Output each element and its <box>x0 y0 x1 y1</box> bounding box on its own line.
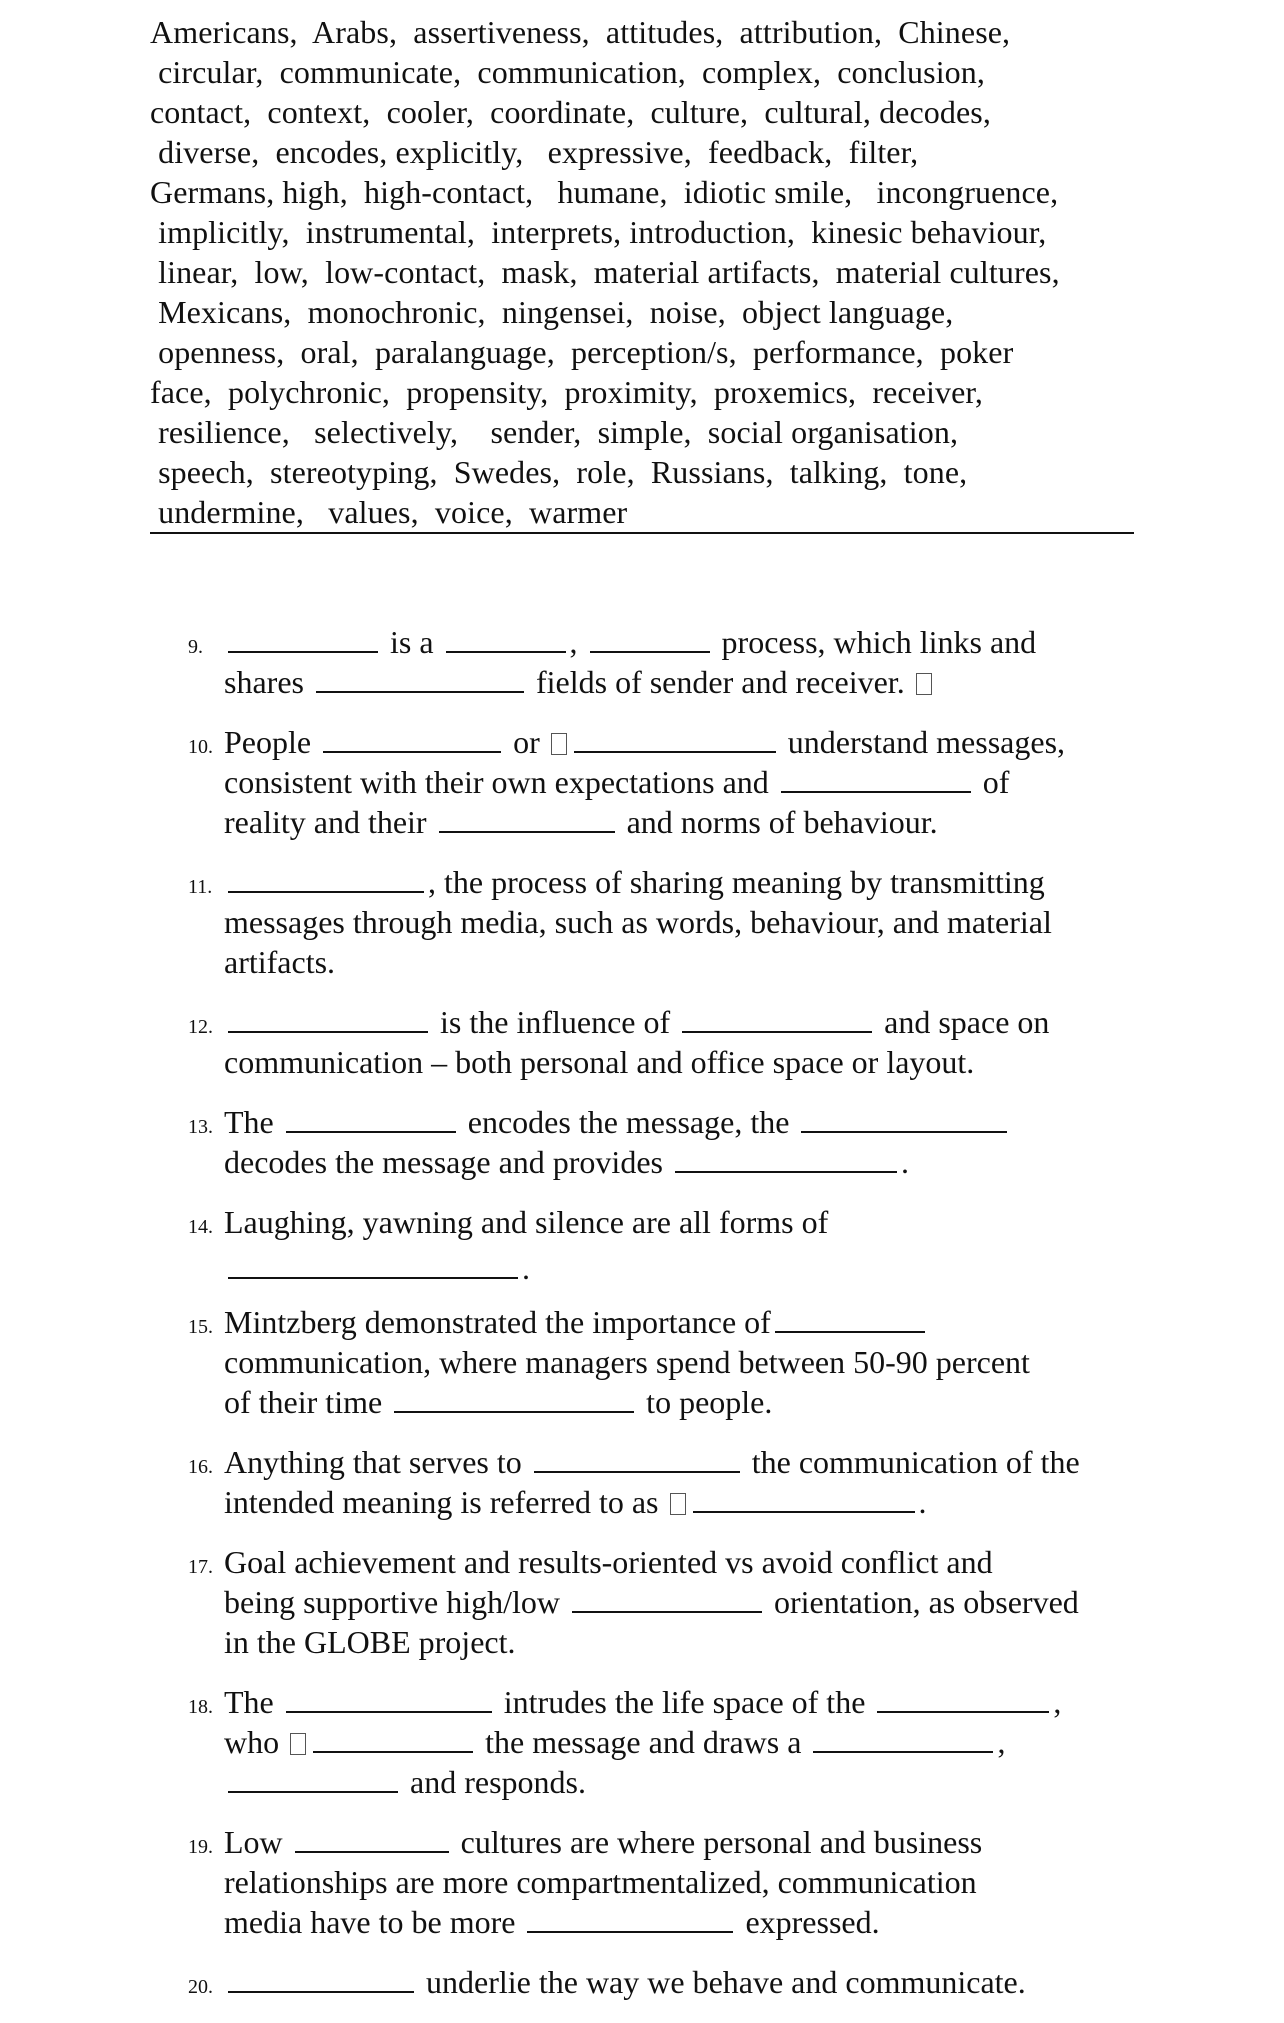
word-bank-line: undermine, values, voice, warmer <box>150 494 628 530</box>
question-text: Laughing, yawning and silence are all forms of <box>224 1204 829 1240</box>
answer-blank[interactable] <box>316 663 524 693</box>
question-text: reality and their <box>224 804 427 840</box>
answer-blank[interactable] <box>682 1003 872 1033</box>
question-text: underlie the way we behave and communicate. <box>426 1964 1026 2000</box>
question-text: , <box>1053 1684 1062 1720</box>
question-text: Low <box>224 1824 283 1860</box>
question-text: and norms of behaviour. <box>626 804 938 840</box>
word-bank-line: face, polychronic, propensity, proximity, proxemics, receiver, <box>150 374 983 410</box>
answer-blank[interactable] <box>394 1383 634 1413</box>
answer-blank[interactable] <box>228 1003 428 1033</box>
word-bank-line: diverse, encodes, explicitly, expressive, feedback, filter, <box>150 134 919 170</box>
question-text: decodes the message and provides <box>224 1144 663 1180</box>
answer-blank[interactable] <box>295 1823 449 1853</box>
checkbox-icon[interactable] <box>290 1733 306 1755</box>
question-12 <box>188 1002 1148 1082</box>
question-text: process, which links and <box>721 624 1037 660</box>
word-bank-line: linear, low, low-contact, mask, material artifacts, material cultures, <box>150 254 1060 290</box>
answer-blank[interactable] <box>323 723 501 753</box>
word-bank-line: resilience, selectively, sender, simple, social organisation, <box>150 414 959 450</box>
question-number: 20. <box>188 1976 213 1998</box>
answer-blank[interactable] <box>693 1483 915 1513</box>
question-number: 18. <box>188 1696 213 1718</box>
question-text: and space on <box>884 1004 1050 1040</box>
question-text: , the process of sharing meaning by transmitting <box>428 864 1045 900</box>
question-text: being supportive high/low <box>224 1584 560 1620</box>
question-text: artifacts. <box>224 944 336 980</box>
question-20 <box>188 1962 1148 2002</box>
question-text: Goal achievement and results-oriented vs avoid conflict and <box>224 1544 993 1580</box>
question-text: messages through media, such as words, behaviour, and material <box>224 904 1052 940</box>
answer-blank[interactable] <box>446 623 566 653</box>
word-bank-line: implicitly, instrumental, interprets, introduction, kinesic behaviour, <box>150 214 1047 250</box>
question-text: . <box>522 1250 530 1286</box>
answer-blank[interactable] <box>228 623 378 653</box>
question-text: intended meaning is referred to as <box>224 1484 659 1520</box>
answer-blank[interactable] <box>313 1723 473 1753</box>
question-text: is the influence of <box>440 1004 671 1040</box>
question-15 <box>188 1302 1148 1422</box>
word-bank-line: openness, oral, paralanguage, perception/s, performance, poker <box>150 334 1014 370</box>
question-text: who <box>224 1724 280 1760</box>
word-bank-line: speech, stereotyping, Swedes, role, Russians, talking, tone, <box>150 454 968 490</box>
answer-blank[interactable] <box>590 623 710 653</box>
question-10 <box>188 722 1148 842</box>
question-number: 19. <box>188 1836 213 1858</box>
question-text: or <box>513 724 540 760</box>
answer-blank[interactable] <box>286 1683 492 1713</box>
question-text: People <box>224 724 312 760</box>
question-text: The <box>224 1104 274 1140</box>
question-19 <box>188 1822 1148 1942</box>
question-text: the message and draws a <box>485 1724 802 1760</box>
question-text: is a <box>390 624 434 660</box>
question-number: 14. <box>188 1216 213 1238</box>
question-text: encodes the message, the <box>467 1104 790 1140</box>
answer-blank[interactable] <box>228 1963 414 1993</box>
question-number: 10. <box>188 736 213 758</box>
question-text: Anything that serves to <box>224 1444 522 1480</box>
question-number: 13. <box>188 1116 213 1138</box>
word-bank <box>150 12 1130 532</box>
question-text: expressed. <box>745 1904 880 1940</box>
answer-blank[interactable] <box>228 1763 398 1793</box>
question-text: media have to be more <box>224 1904 516 1940</box>
checkbox-icon[interactable] <box>916 673 932 695</box>
question-text: and responds. <box>410 1764 586 1800</box>
answer-blank[interactable] <box>228 1249 518 1279</box>
answer-blank[interactable] <box>527 1903 733 1933</box>
question-text: orientation, as observed <box>773 1584 1079 1620</box>
question-16 <box>188 1442 1148 1522</box>
question-text: of their time <box>224 1384 383 1420</box>
question-text: Mintzberg demonstrated the importance of <box>224 1304 771 1340</box>
question-text: cultures are where personal and business <box>460 1824 983 1860</box>
question-9 <box>188 622 1148 702</box>
answer-blank[interactable] <box>534 1443 740 1473</box>
checkbox-icon[interactable] <box>670 1493 686 1515</box>
answer-blank[interactable] <box>572 1583 762 1613</box>
question-text: shares <box>224 664 304 700</box>
question-text: to people. <box>646 1384 773 1420</box>
answer-blank[interactable] <box>286 1103 456 1133</box>
answer-blank[interactable] <box>801 1103 1007 1133</box>
answer-blank[interactable] <box>439 803 615 833</box>
question-text: relationships are more compartmentalized, communication <box>224 1864 977 1900</box>
question-text: . <box>900 1144 909 1180</box>
question-text: intrudes the life space of the <box>503 1684 866 1720</box>
word-bank-line: Germans, high, high-contact, humane, idiotic smile, incongruence, <box>150 174 1059 210</box>
answer-blank[interactable] <box>775 1303 925 1333</box>
word-bank-line: Mexicans, monochronic, ningensei, noise, object language, <box>150 294 954 330</box>
question-number: 12. <box>188 1016 213 1038</box>
question-18 <box>188 1682 1148 1802</box>
question-text: communication, where managers spend between 50-90 percent <box>224 1344 1030 1380</box>
question-17 <box>188 1542 1148 1662</box>
question-text: understand messages, <box>787 724 1066 760</box>
question-text: in the GLOBE project. <box>224 1624 516 1660</box>
answer-blank[interactable] <box>675 1143 897 1173</box>
question-number: 15. <box>188 1316 213 1338</box>
word-bank-line: contact, context, cooler, coordinate, culture, cultural, decodes, <box>150 94 991 130</box>
question-13 <box>188 1102 1148 1182</box>
question-number: 9. <box>188 636 203 658</box>
question-number: 17. <box>188 1556 213 1578</box>
word-bank-line: Americans, Arabs, assertiveness, attitudes, attribution, Chinese, <box>150 14 1011 50</box>
checkbox-icon[interactable] <box>551 733 567 755</box>
question-text: . <box>918 1484 927 1520</box>
question-text: of <box>982 764 1010 800</box>
question-11 <box>188 862 1148 982</box>
question-number: 16. <box>188 1456 213 1478</box>
question-text: fields of sender and receiver. <box>535 664 905 700</box>
question-text: The <box>224 1684 274 1720</box>
word-bank-line: circular, communicate, communication, complex, conclusion, <box>150 54 985 90</box>
question-text: , <box>997 1724 1006 1760</box>
question-text: , <box>569 624 578 660</box>
answer-blank[interactable] <box>813 1723 993 1753</box>
question-14 <box>188 1202 1148 1288</box>
question-text: communication – both personal and office space or layout. <box>224 1044 975 1080</box>
question-number: 11. <box>188 876 213 898</box>
answer-blank[interactable] <box>574 723 776 753</box>
question-text: consistent with their own expectations and <box>224 764 769 800</box>
answer-blank[interactable] <box>781 763 971 793</box>
question-text: the communication of the <box>751 1444 1080 1480</box>
answer-blank[interactable] <box>228 863 424 893</box>
word-bank-divider <box>150 532 1134 534</box>
answer-blank[interactable] <box>877 1683 1049 1713</box>
